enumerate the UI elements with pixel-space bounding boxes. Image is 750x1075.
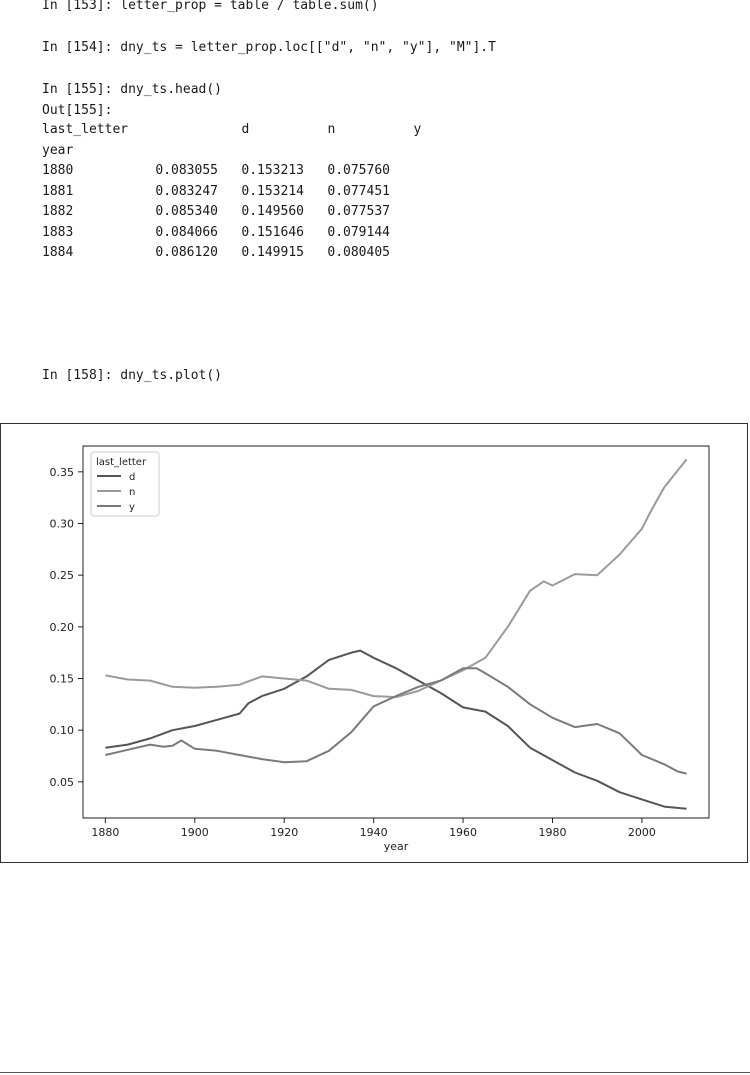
- cell-d: 0.085340: [155, 204, 218, 219]
- x-tick-label: 2000: [627, 826, 656, 839]
- input-cell-153: In [153]: letter_prop = table / table.sum(): [42, 0, 379, 13]
- cell-n: 0.153213: [241, 163, 304, 178]
- series-line-y: [105, 668, 686, 773]
- row-index: 1880: [42, 163, 74, 178]
- cell-d: 0.084066: [155, 224, 218, 240]
- dataframe-output: [42, 120, 422, 264]
- table-row: [42, 223, 390, 244]
- input-cell-158: In [158]: dny_ts.plot(): [42, 368, 223, 383]
- row-index: 1881: [42, 183, 74, 199]
- cell-y: 0.079144: [327, 224, 390, 240]
- row-index: 1882: [42, 204, 74, 219]
- cell-n: 0.149560: [241, 204, 304, 219]
- y-tick-label: 0.10: [49, 724, 74, 738]
- cell-y: 0.077451: [327, 183, 390, 199]
- row-index: 1883: [42, 224, 74, 240]
- col-header-y: y: [413, 122, 422, 137]
- x-tick-label: 1900: [180, 826, 209, 839]
- input-cell-154: In [154]: dny_ts = letter_prop.loc[["d", "n", "y"], "M"].T: [42, 40, 496, 55]
- cell-d: 0.083055: [155, 163, 218, 178]
- line-chart: [1, 424, 747, 862]
- x-tick-label: 1960: [449, 826, 478, 839]
- y-tick-label: 0.05: [49, 775, 74, 789]
- x-tick-label: 1940: [359, 826, 388, 839]
- cell-n: 0.149915: [241, 245, 304, 260]
- series-line-d: [105, 651, 686, 809]
- cell-y: 0.077537: [327, 204, 390, 219]
- cell-n: 0.151646: [241, 224, 304, 240]
- cell-d: 0.083247: [155, 183, 218, 199]
- x-tick-label: 1920: [270, 826, 299, 839]
- col-header-n: n: [327, 122, 336, 137]
- table-row: [42, 161, 390, 182]
- plot-area-frame: [83, 446, 709, 818]
- legend-title: last_letter: [96, 457, 147, 468]
- output-label-155: Out[155]:: [42, 102, 113, 118]
- row-index: 1884: [42, 245, 74, 260]
- page-bottom-rule: [0, 1072, 750, 1073]
- cell-d: 0.086120: [155, 245, 218, 260]
- legend-label-n: n: [129, 487, 136, 498]
- legend-label-y: y: [129, 502, 135, 513]
- col-header-d: d: [241, 122, 250, 137]
- y-tick-label: 0.20: [49, 620, 74, 634]
- input-155-text: In [155]: dny_ts.head(): [42, 82, 223, 97]
- index-name: year: [42, 142, 74, 158]
- x-tick-label: 1980: [538, 826, 567, 839]
- table-row: [42, 182, 390, 203]
- legend-label-d: d: [129, 472, 136, 483]
- y-tick-label: 0.25: [49, 569, 74, 583]
- y-tick-label: 0.15: [49, 672, 74, 686]
- y-tick-label: 0.35: [49, 465, 74, 479]
- dataframe-index-name-row: [42, 141, 73, 162]
- cell-n: 0.153214: [241, 183, 304, 199]
- table-row: [42, 202, 390, 223]
- columns-name: last_letter: [42, 122, 129, 137]
- dataframe-header-row: [42, 120, 422, 141]
- input-cell-155: [42, 80, 222, 121]
- table-row: [42, 243, 390, 264]
- figure-frame: [0, 423, 748, 863]
- x-axis-label: year: [383, 840, 409, 853]
- x-tick-label: 1880: [91, 826, 120, 839]
- cell-y: 0.080405: [327, 245, 390, 260]
- cell-y: 0.075760: [327, 163, 390, 178]
- y-tick-label: 0.30: [49, 517, 74, 531]
- series-line-n: [105, 459, 686, 697]
